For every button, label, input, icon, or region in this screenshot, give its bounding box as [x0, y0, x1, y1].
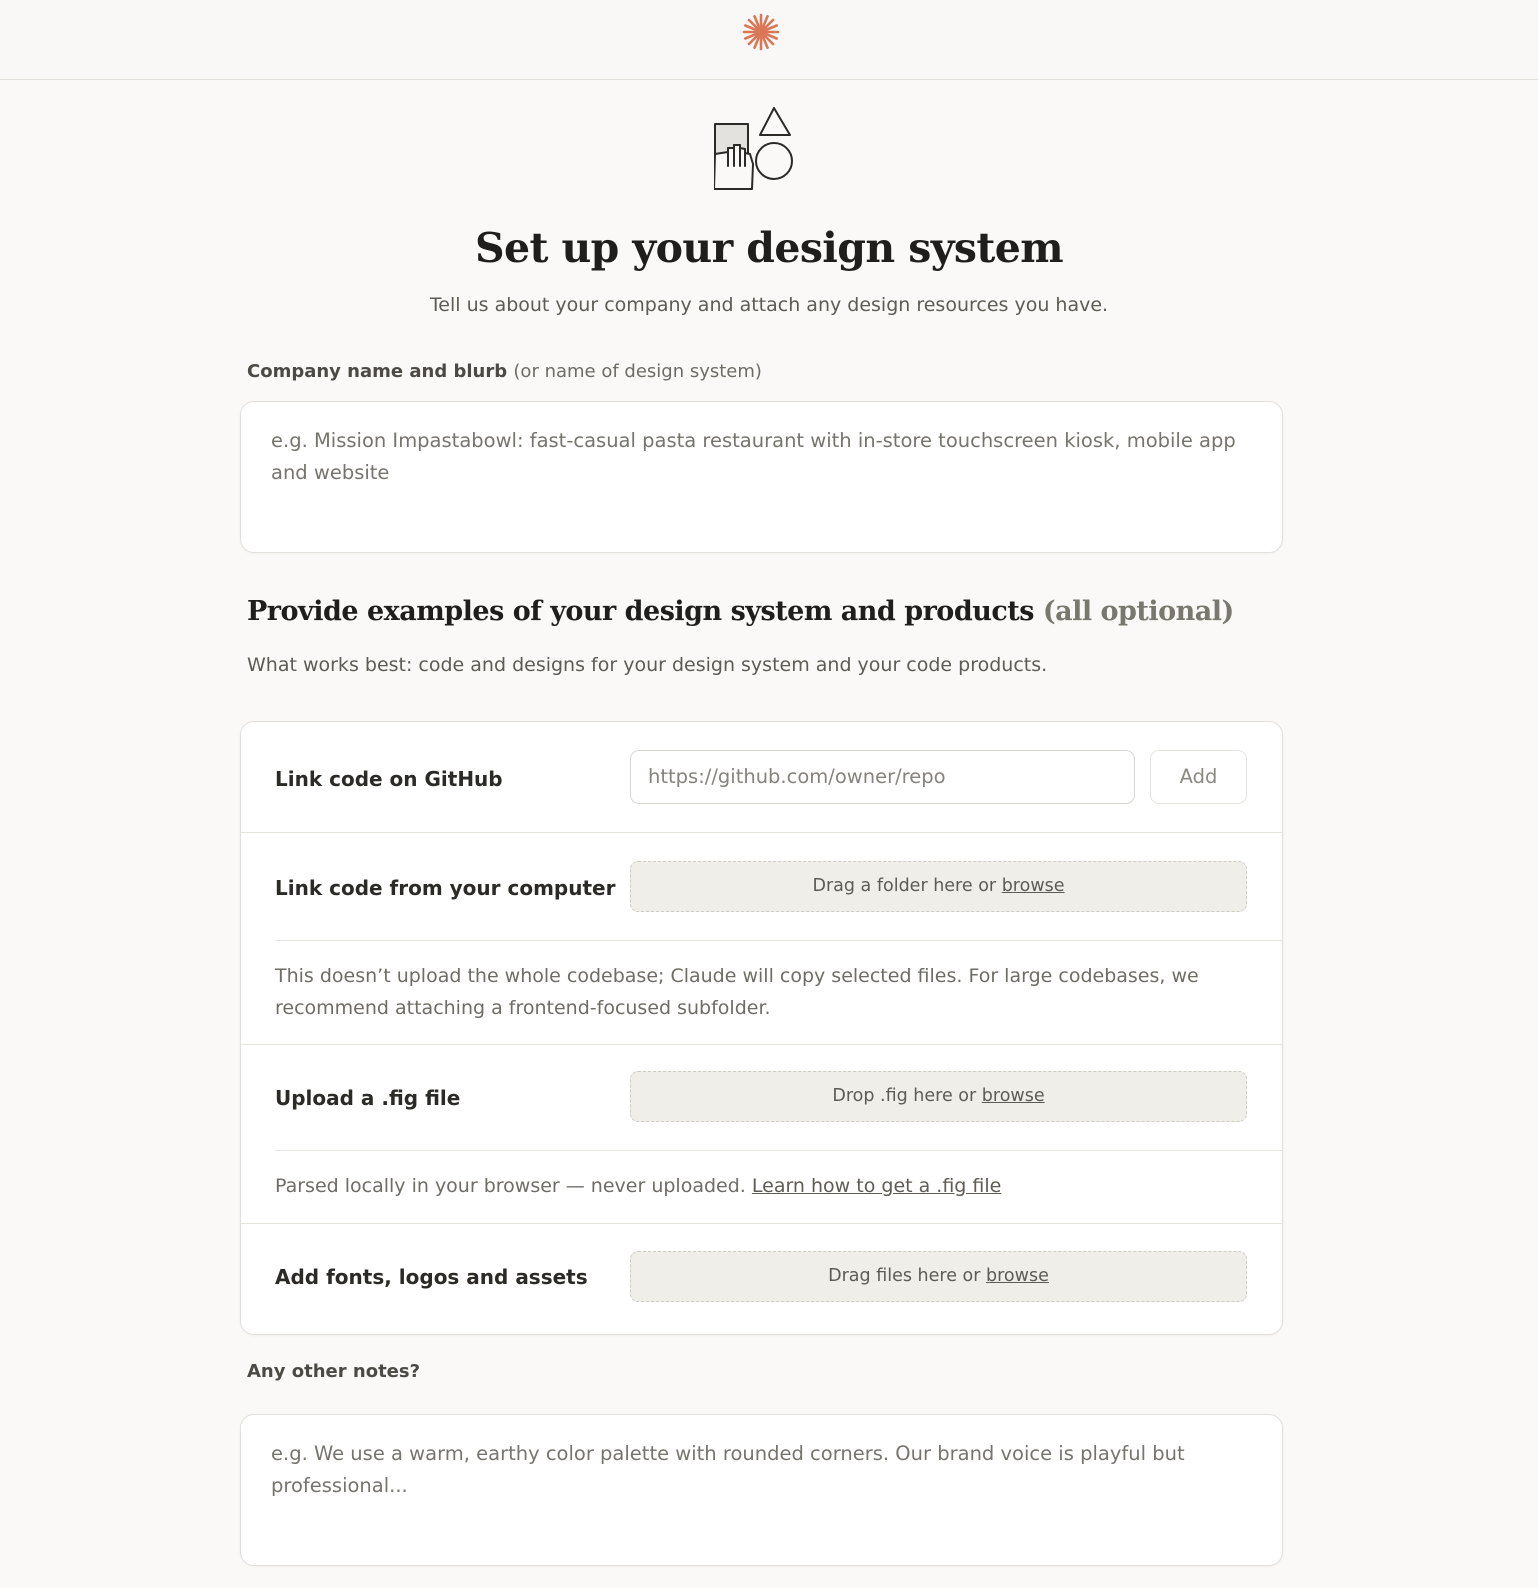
claude-asterisk-icon[interactable] [742, 13, 780, 51]
github-row-label: Link code on GitHub [275, 767, 503, 791]
notes-field-label: Any other notes? [247, 1361, 421, 1382]
github-url-placeholder: https://github.com/owner/repo [648, 765, 946, 788]
company-label-text: Company name and blurb [247, 361, 508, 382]
assets-row-label: Add fonts, logos and assets [275, 1265, 588, 1289]
folder-drop-text: Drag a folder here or [812, 876, 997, 896]
divider [275, 1150, 1282, 1151]
company-field-label [247, 361, 762, 382]
resources-card [240, 721, 1283, 1335]
fig-dropzone[interactable] [630, 1071, 1247, 1122]
page-subtitle: Tell us about your company and attach any design resources you have. [429, 294, 1109, 316]
fig-help-text-main: Parsed locally in your browser — never uploaded. [275, 1175, 746, 1197]
fig-row-label: Upload a .fig file [275, 1086, 461, 1110]
fig-drop-text: Drop .fig here or [832, 1086, 977, 1106]
folder-browse-link[interactable]: browse [1001, 876, 1065, 896]
divider [275, 940, 1282, 941]
assets-browse-link[interactable]: browse [986, 1266, 1049, 1286]
folder-dropzone[interactable] [630, 861, 1247, 912]
examples-section-subtitle: What works best: code and designs for your design system and your code products. [247, 654, 1048, 676]
local-code-help-text: This doesn’t upload the whole codebase; Claude will copy selected files. For large codebases, we recommend attaching a frontend-focused subfolder. [275, 965, 1199, 1019]
fig-browse-link[interactable]: browse [981, 1086, 1045, 1106]
notes-placeholder: e.g. We use a warm, earthy color palette with rounded corners. Our brand voice is playful but professional... [271, 1442, 1185, 1497]
github-add-button[interactable]: Add [1150, 750, 1247, 804]
examples-title-text: Provide examples of your design system and products [247, 596, 1034, 627]
divider [241, 1044, 1282, 1045]
company-label-hint: (or name of design system) [513, 361, 762, 382]
examples-section-title [247, 596, 1234, 627]
company-blurb-textarea[interactable] [240, 401, 1283, 553]
divider [241, 832, 1282, 833]
page-title: Set up your design system [474, 224, 1064, 272]
company-blurb-placeholder: e.g. Mission Impastabowl: fast-casual pasta restaurant with in-store touchscreen kiosk, mobile app and website [271, 429, 1236, 484]
fig-help-text [275, 1170, 1001, 1202]
github-url-input[interactable] [630, 750, 1135, 804]
shapes-hand-icon [714, 104, 806, 196]
local-code-row-label: Link code from your computer [275, 876, 616, 900]
assets-dropzone[interactable] [630, 1251, 1247, 1302]
fig-learn-link[interactable]: Learn how to get a .fig file [751, 1175, 1002, 1197]
notes-textarea[interactable] [240, 1414, 1283, 1566]
divider [241, 1223, 1282, 1224]
examples-title-optional: (all optional) [1042, 596, 1234, 627]
assets-drop-text: Drag files here or [828, 1266, 981, 1286]
top-bar [0, 0, 1538, 80]
